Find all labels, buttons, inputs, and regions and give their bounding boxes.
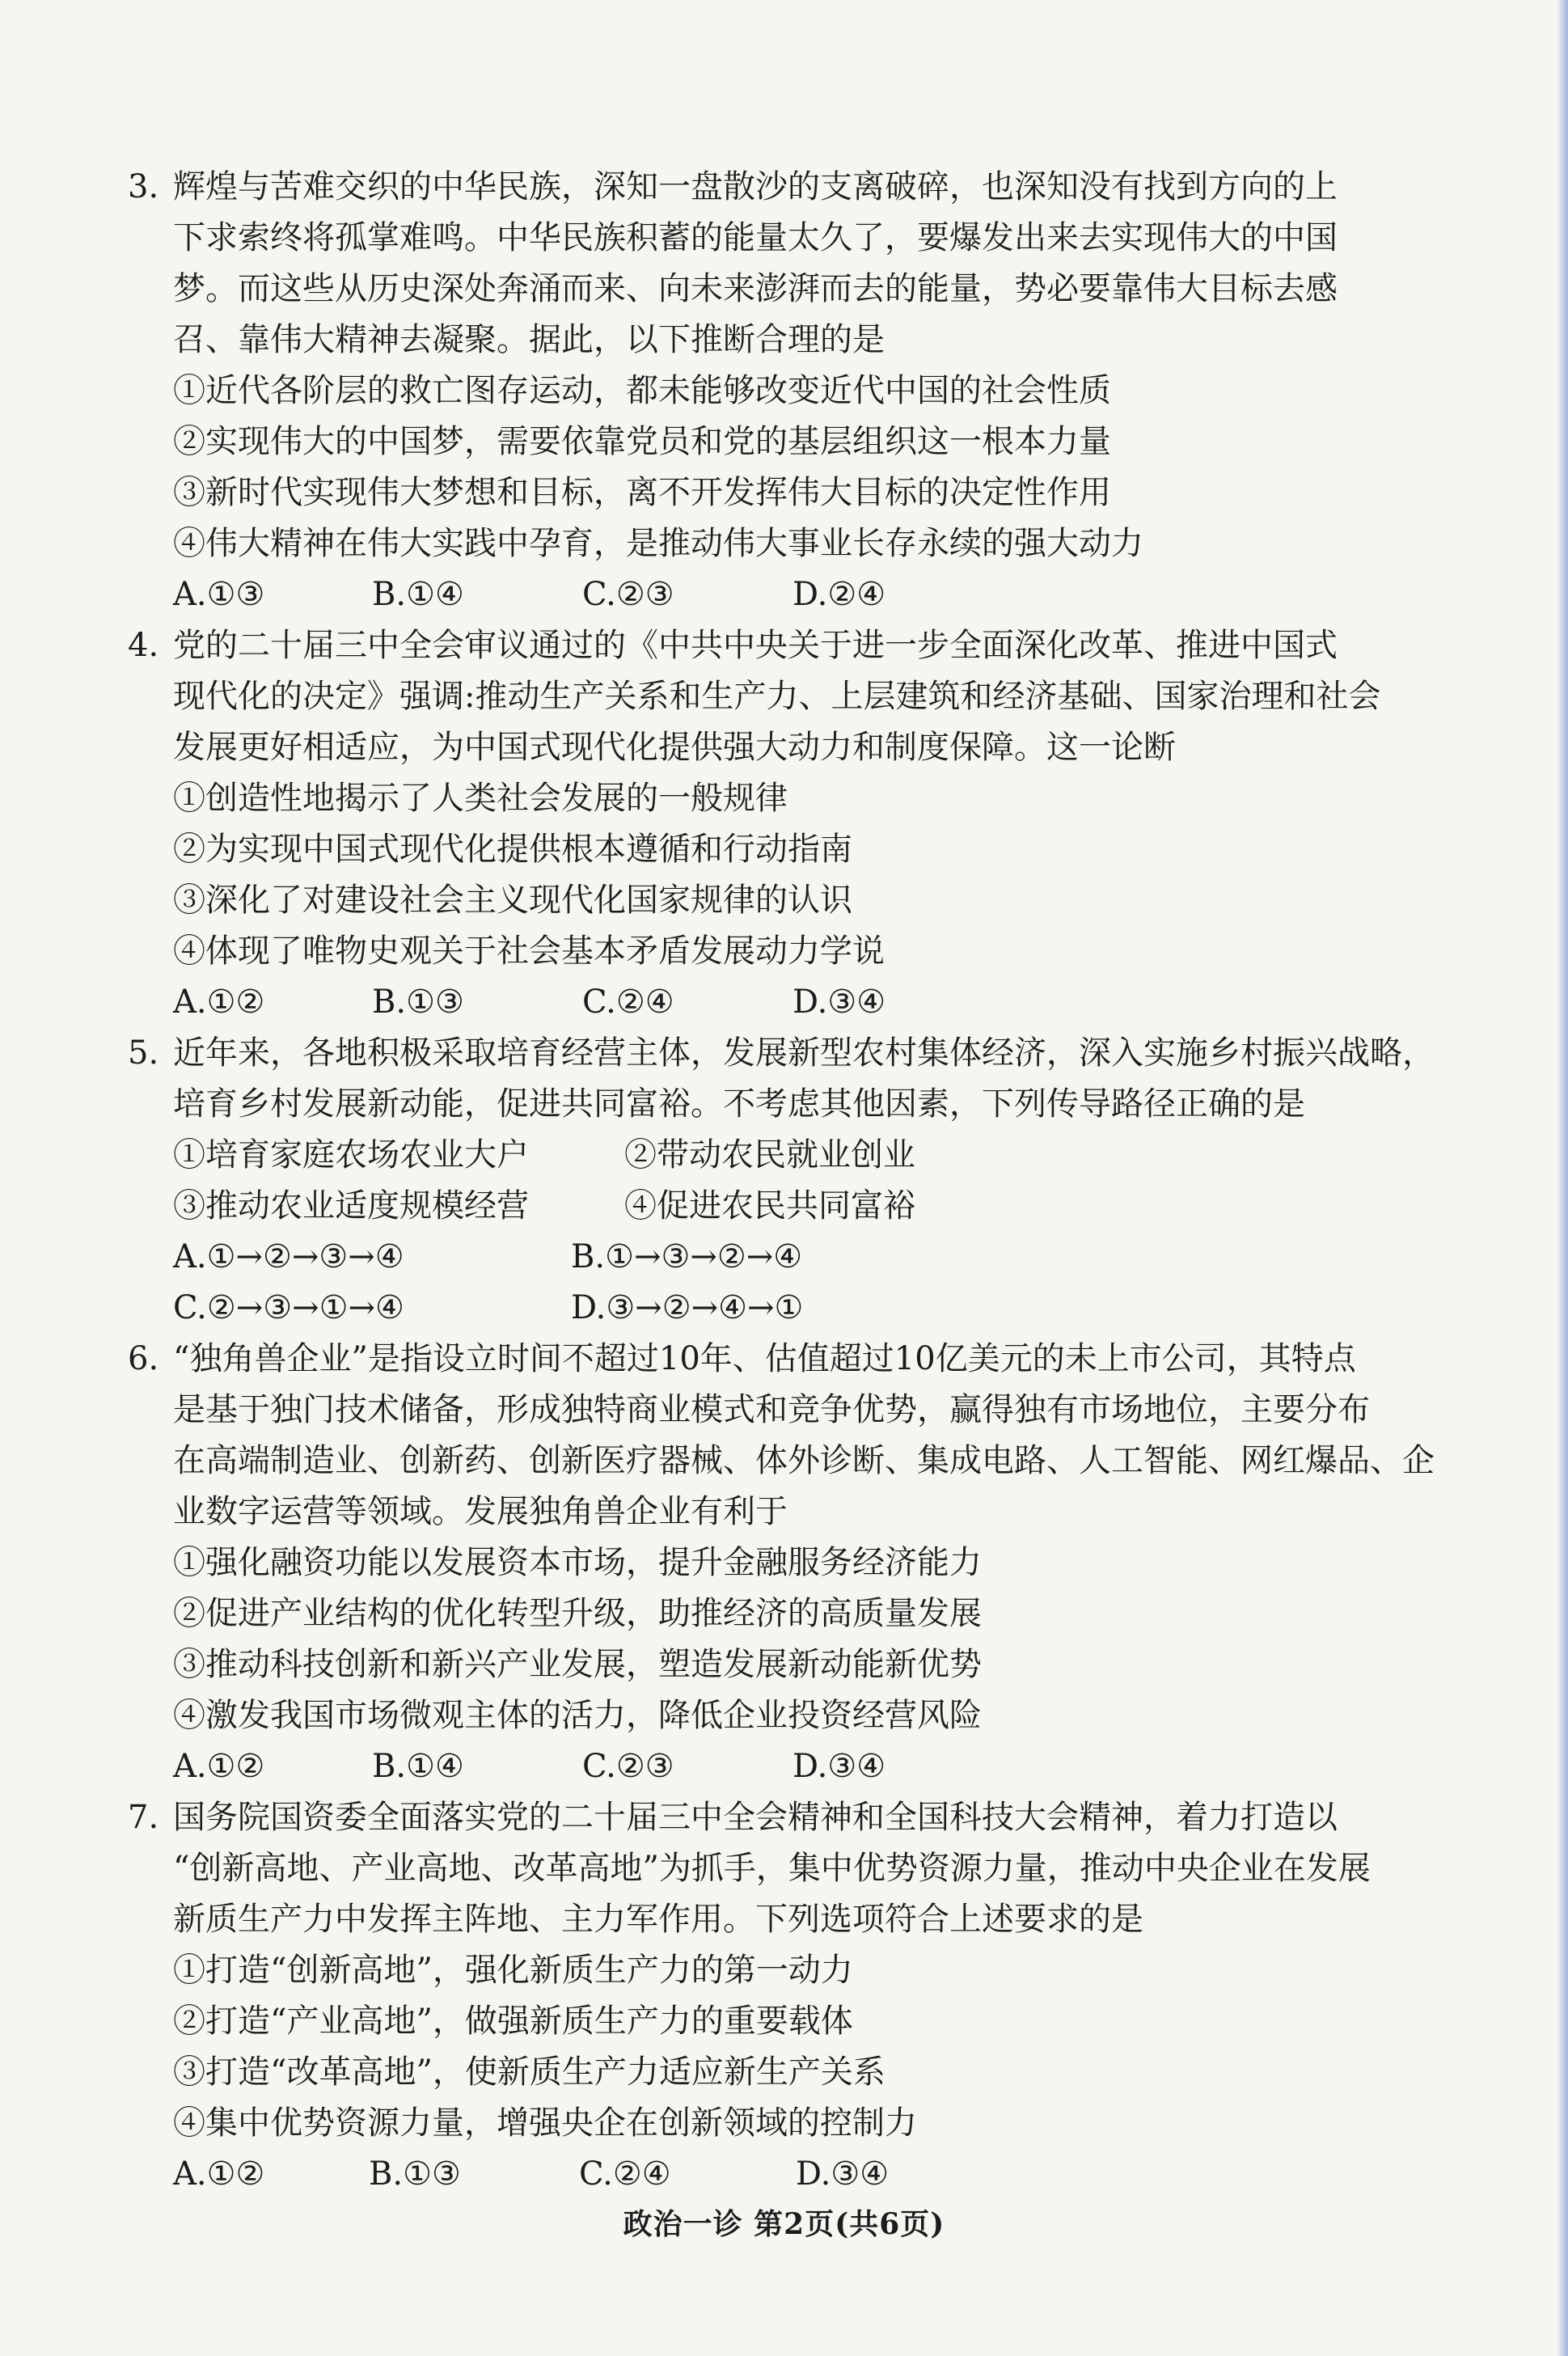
question-text-line: 党的二十届三中全会审议通过的《中共中央关于进一步全面深化改革、推进中国式 xyxy=(173,627,1338,664)
statement-option: ①创造性地揭示了人类社会发展的一般规律 xyxy=(173,780,788,817)
question-text-line: 培育乡村发展新动能，促进共同富裕。不考虑其他因素，下列传导路径正确的是 xyxy=(173,1085,1305,1123)
choice-b: B.①④ xyxy=(372,1748,464,1785)
question-text-line: 召、靠伟大精神去凝聚。据此，以下推断合理的是 xyxy=(173,321,885,358)
question-text-line: 是基于独门技术储备，形成独特商业模式和竞争优势，赢得独有市场地位，主要分布 xyxy=(173,1391,1370,1428)
question-7 xyxy=(128,1792,1410,2200)
question-number: 7. xyxy=(128,1799,159,1836)
question-number: 5. xyxy=(128,1034,159,1072)
choice-b: B.①③ xyxy=(372,983,464,1021)
choice-a: A.①→②→③→④ xyxy=(173,1238,404,1275)
choice-a: A.①② xyxy=(173,2155,265,2193)
answer-choices-row xyxy=(133,1283,1410,1334)
statement-option: ③推动科技创新和新兴产业发展，塑造发展新动能新优势 xyxy=(173,1646,982,1683)
statement-option: ④激发我国市场微观主体的活力，降低企业投资经营风险 xyxy=(173,1697,982,1734)
choice-c: C.②④ xyxy=(579,2155,671,2193)
statement-option: ④体现了唯物史观关于社会基本矛盾发展动力学说 xyxy=(173,933,885,970)
answer-choices xyxy=(133,569,1410,620)
statement-option: ④集中优势资源力量，增强央企在创新领域的控制力 xyxy=(173,2104,917,2142)
statement-option: ①强化融资功能以发展资本市场，提升金融服务经济能力 xyxy=(173,1544,982,1581)
question-text-line: 业数字运营等领域。发展独角兽企业有利于 xyxy=(173,1493,788,1530)
choice-a: A.①② xyxy=(173,1748,265,1785)
choice-d: D.②④ xyxy=(792,576,886,613)
statement-option: ②带动农民就业创业 xyxy=(624,1136,915,1174)
question-3 xyxy=(128,162,1410,620)
statement-option: ③推动农业适度规模经营 xyxy=(173,1187,529,1225)
statement-option: ②促进产业结构的优化转型升级，助推经济的高质量发展 xyxy=(173,1595,982,1632)
statement-option: ④伟大精神在伟大实践中孕育，是推动伟大事业长存永续的强大动力 xyxy=(173,525,1143,562)
statement-option: ③打造“改革高地”，使新质生产力适应新生产关系 xyxy=(173,2054,885,2091)
question-text-line: 新质生产力中发挥主阵地、主力军作用。下列选项符合上述要求的是 xyxy=(173,1901,1143,1938)
choice-d: D.③④ xyxy=(792,1748,886,1785)
question-5 xyxy=(128,1028,1435,1334)
question-text-line: 下求索终将孤掌难鸣。中华民族积蓄的能量太久了，要爆发出来去实现伟大的中国 xyxy=(173,219,1338,256)
answer-choices xyxy=(133,1741,1410,1792)
choice-c: C.②③ xyxy=(582,576,674,613)
question-text-line: “独角兽企业”是指设立时间不超过10年、估值超过10亿美元的未上市公司，其特点 xyxy=(173,1340,1356,1377)
statement-option: ①培育家庭农场农业大户 xyxy=(173,1136,529,1174)
answer-choices xyxy=(133,2149,1410,2200)
question-text-line: 梦。而这些从历史深处奔涌而来、向未来澎湃而去的能量，势必要靠伟大目标去感 xyxy=(173,270,1338,307)
statement-option: ③深化了对建设社会主义现代化国家规律的认识 xyxy=(173,882,852,919)
question-4 xyxy=(128,620,1410,1028)
answer-choices-row xyxy=(133,1232,1410,1283)
question-text-line: 现代化的决定》强调:推动生产关系和生产力、上层建筑和经济基础、国家治理和社会 xyxy=(173,678,1381,715)
scan-edge-shadow xyxy=(1557,0,1568,2356)
page-footer: 政治一诊 第2页(共6页) xyxy=(623,2207,945,2241)
statement-option: ①近代各阶层的救亡图存运动，都未能够改变近代中国的社会性质 xyxy=(173,372,1111,409)
question-text-line: 国务院国资委全面落实党的二十届三中全会精神和全国科技大会精神，着力打造以 xyxy=(173,1799,1338,1836)
statement-option: ①打造“创新高地”，强化新质生产力的第一动力 xyxy=(173,1952,853,1989)
question-number: 4. xyxy=(128,627,159,664)
choice-d: D.③④ xyxy=(796,2155,890,2193)
statement-option-row xyxy=(133,1181,1410,1232)
question-number: 6. xyxy=(128,1340,159,1377)
choice-c: C.②→③→①→④ xyxy=(173,1289,404,1326)
statement-option: ②为实现中国式现代化提供根本遵循和行动指南 xyxy=(173,831,852,868)
choice-b: B.①→③→②→④ xyxy=(571,1238,803,1275)
choice-a: A.①② xyxy=(173,983,265,1021)
statement-option: ③新时代实现伟大梦想和目标，离不开发挥伟大目标的决定性作用 xyxy=(173,474,1111,511)
statement-option: ②打造“产业高地”，做强新质生产力的重要载体 xyxy=(173,2003,853,2040)
question-number: 3. xyxy=(128,168,159,205)
choice-a: A.①③ xyxy=(173,576,265,613)
choice-d: D.③④ xyxy=(792,983,886,1021)
answer-choices xyxy=(133,977,1410,1028)
question-text-line: 近年来，各地积极采取培育经营主体，发展新型农村集体经济，深入实施乡村振兴战略， xyxy=(173,1034,1435,1072)
question-text-line: “创新高地、产业高地、改革高地”为抓手，集中优势资源力量，推动中央企业在发展 xyxy=(173,1850,1371,1887)
choice-b: B.①③ xyxy=(369,2155,461,2193)
choice-b: B.①④ xyxy=(372,576,464,613)
question-6 xyxy=(128,1334,1435,1792)
choice-c: C.②④ xyxy=(582,983,674,1021)
statement-option-row xyxy=(133,1130,1410,1181)
statement-option: ④促进农民共同富裕 xyxy=(624,1187,915,1225)
question-text-line: 辉煌与苦难交织的中华民族，深知一盘散沙的支离破碎，也深知没有找到方向的上 xyxy=(173,168,1338,205)
question-text-line: 在高端制造业、创新药、创新医疗器械、体外诊断、集成电路、人工智能、网红爆品、企 xyxy=(173,1442,1435,1479)
statement-option: ②实现伟大的中国梦，需要依靠党员和党的基层组织这一根本力量 xyxy=(173,423,1111,460)
choice-c: C.②③ xyxy=(582,1748,674,1785)
question-text-line: 发展更好相适应，为中国式现代化提供强大动力和制度保障。这一论断 xyxy=(173,729,1176,766)
choice-d: D.③→②→④→① xyxy=(571,1289,804,1326)
